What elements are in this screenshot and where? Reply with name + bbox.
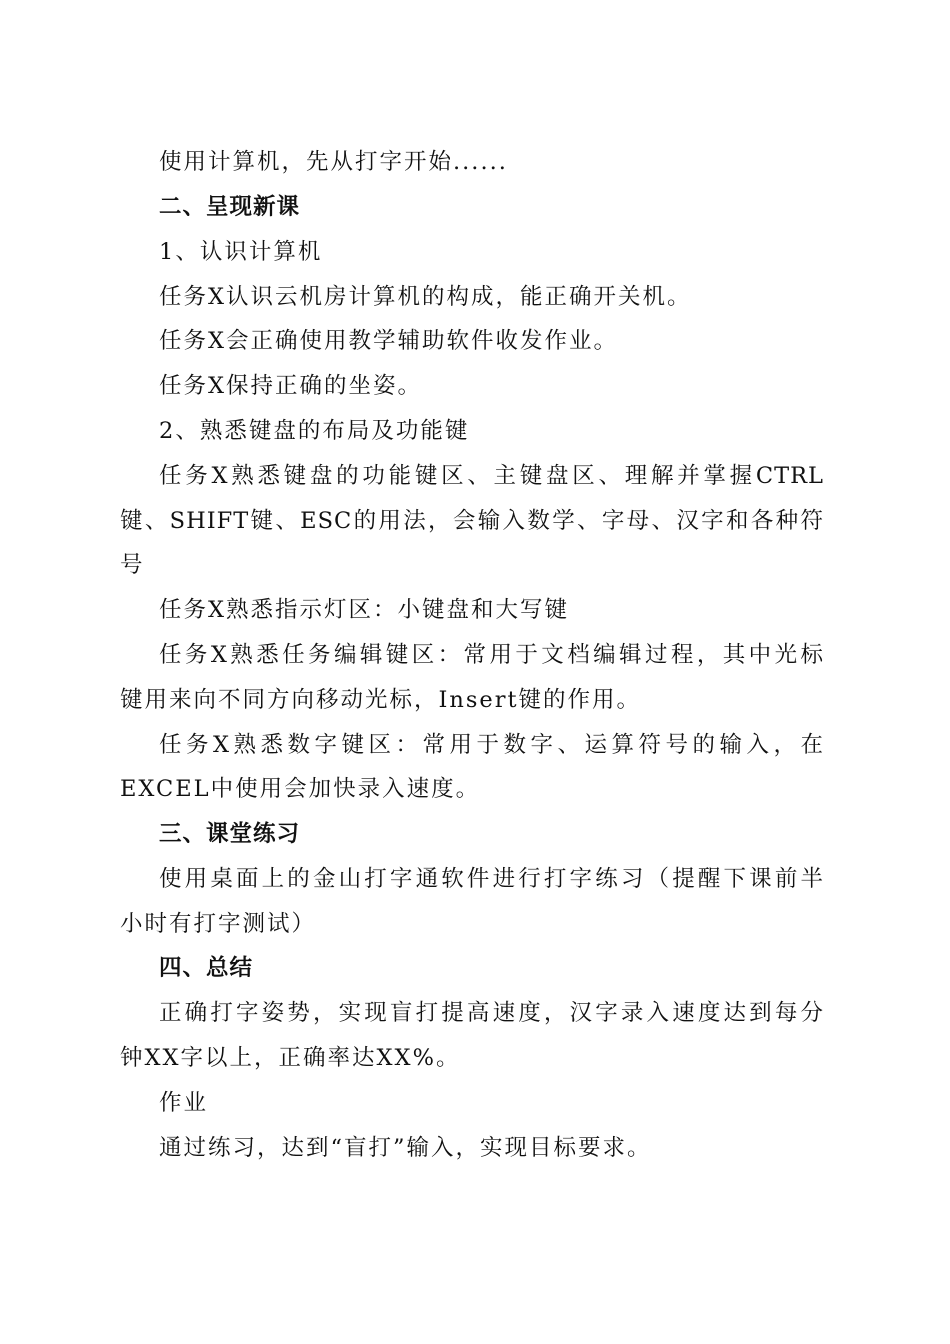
section-heading-practice: 三、课堂练习 — [159, 821, 301, 847]
task-line: 任务X熟悉指示灯区：小键盘和大写键 — [159, 597, 570, 623]
section-heading-new-lesson: 二、呈现新课 — [159, 194, 301, 220]
homework-text: 通过练习，达到“盲打”输入，实现目标要求。 — [159, 1135, 652, 1161]
paragraph-continuation: 键用来向不同方向移动光标，Insert键的作用。 — [120, 687, 642, 713]
task-line: 任务X熟悉任务编辑键区：常用于文档编辑过程，其中光标 — [159, 642, 824, 668]
paragraph-continuation: 键、SHIFT键、ESC的用法，会输入数学、字母、汉字和各种符 — [120, 508, 824, 534]
summary-text: 正确打字姿势，实现盲打提高速度，汉字录入速度达到每分 — [159, 1000, 824, 1026]
subheading-keyboard-layout: 2、熟悉键盘的布局及功能键 — [159, 418, 470, 444]
homework-label: 作业 — [159, 1090, 209, 1116]
task-line: 任务X会正确使用教学辅助软件收发作业。 — [159, 328, 619, 354]
intro-line: 使用计算机，先从打字开始...... — [159, 149, 508, 175]
subheading-know-computer: 1、认识计算机 — [159, 239, 323, 265]
task-line: 任务X保持正确的坐姿。 — [159, 373, 423, 399]
paragraph-continuation: EXCEL中使用会加快录入速度。 — [120, 776, 481, 802]
paragraph-continuation: 钟XX字以上，正确率达XX%。 — [120, 1045, 461, 1071]
section-heading-summary: 四、总结 — [159, 955, 254, 981]
task-line: 任务X熟悉数字键区：常用于数字、运算符号的输入，在 — [159, 732, 824, 758]
paragraph-continuation: 号 — [120, 552, 145, 578]
paragraph-continuation: 小时有打字测试） — [120, 911, 317, 937]
practice-text: 使用桌面上的金山打字通软件进行打字练习（提醒下课前半 — [159, 866, 824, 892]
task-line: 任务X认识云机房计算机的构成，能正确开关机。 — [159, 284, 692, 310]
task-line: 任务X熟悉键盘的功能键区、主键盘区、理解并掌握CTRL — [159, 463, 824, 489]
